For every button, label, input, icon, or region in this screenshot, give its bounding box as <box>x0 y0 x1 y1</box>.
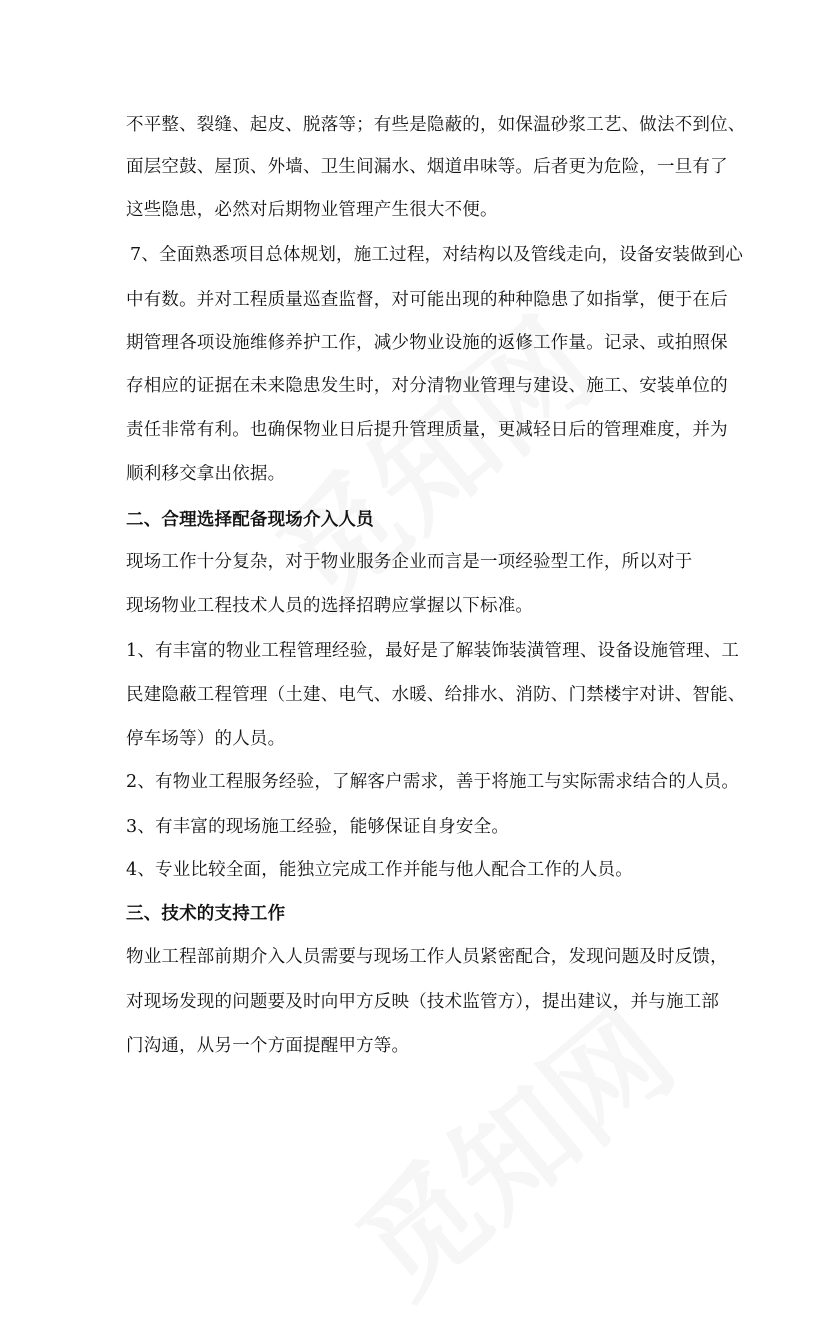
section-heading: 二、合理选择配备现场介入人员 <box>126 510 374 530</box>
paragraph-line: 门沟通，从另一个方面提醒甲方等。 <box>126 1036 410 1056</box>
paragraph-line: 顺利移交拿出依据。 <box>126 464 286 484</box>
paragraph-line: 不平整、裂缝、起皮、脱落等；有些是隐蔽的，如保温砂浆工艺、做法不到位、 <box>126 115 746 135</box>
list-item: 3、有丰富的现场施工经验，能够保证自身安全。 <box>126 817 510 837</box>
list-item-continuation: 民建隐蔽工程管理（土建、电气、水暖、给排水、消防、门禁楼宇对讲、智能、 <box>126 685 746 705</box>
section-heading: 三、技术的支持工作 <box>126 904 286 924</box>
list-item: 4、专业比较全面，能独立完成工作并能与他人配合工作的人员。 <box>126 860 633 880</box>
paragraph-line: 物业工程部前期介入人员需要与现场工作人员紧密配合，发现问题及时反馈， <box>126 947 728 967</box>
paragraph-line: 7、全面熟悉项目总体规划，施工过程，对结构以及管线走向，设备安装做到心 <box>130 245 744 265</box>
paragraph-line: 面层空鼓、屋顶、外墙、卫生间漏水、烟道串味等。后者更为危险，一旦有了 <box>126 157 728 177</box>
watermark <box>317 964 703 1327</box>
list-item-continuation: 停车场等）的人员。 <box>126 729 286 749</box>
paragraph-line: 期管理各项设施维修养护工作，减少物业设施的返修工作量。记录、或拍照保 <box>126 333 728 353</box>
watermark <box>237 274 623 637</box>
paragraph-line: 存相应的证据在未来隐患发生时，对分清物业管理与建设、施工、安装单位的 <box>126 376 728 396</box>
paragraph-line: 这些隐患，必然对后期物业管理产生很大不便。 <box>126 200 498 220</box>
paragraph-line: 现场工作十分复杂，对于物业服务企业而言是一项经验型工作，所以对于 <box>126 552 693 572</box>
paragraph-line: 责任非常有利。也确保物业日后提升管理质量，更减轻日后的管理难度，并为 <box>126 420 728 440</box>
list-item: 2、有物业工程服务经验，了解客户需求，善于将施工与实际需求结合的人员。 <box>126 772 740 792</box>
paragraph-line: 现场物业工程技术人员的选择招聘应掌握以下标准。 <box>126 596 534 616</box>
paragraph-line: 中有数。并对工程质量巡查监督，对可能出现的种种隐患了如指掌，便于在后 <box>126 290 728 310</box>
paragraph-line: 对现场发现的问题要及时向甲方反映（技术监管方），提出建议，并与施工部 <box>126 992 720 1012</box>
list-item: 1、有丰富的物业工程管理经验，最好是了解装饰装潢管理、设备设施管理、工 <box>126 641 740 661</box>
